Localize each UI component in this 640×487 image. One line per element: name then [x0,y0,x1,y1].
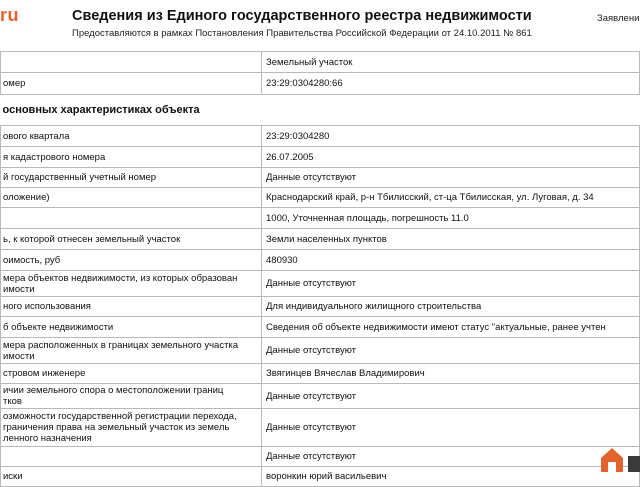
table-row [1,409,640,447]
row-value: 480930 [262,250,640,271]
row-key: б объекте недвижимости [1,317,262,338]
row-key: ичии земельного спора о местоположении границ тков [1,384,262,409]
house-logo-icon [598,444,640,474]
document-title: Сведения из Единого государственного реестра недвижимости [72,8,532,24]
row-key: мера объектов недвижимости, из которых образован имости [1,271,262,297]
row-value: 23:29:0304280:66 [262,73,640,95]
row-value: 23:29:0304280 [262,126,640,147]
row-value: Данные отсутствуют [262,338,640,364]
row-value: Данные отсутствуют [262,447,640,467]
row-key: стровом инженере [1,364,262,384]
table-row [1,208,640,229]
table-row [1,271,640,297]
document-subtitle: Предоставляются в рамках Постановления Правительства Российской Федерации от 24.10.2011 № 861 [72,28,532,39]
table-row [1,188,640,208]
row-key [1,208,262,229]
row-key: озможности государственной регистрации перехода, граничения права на земельный участок из земель ленного назначения [1,409,262,447]
application-label: Заявлени [597,13,640,24]
row-key: оимость, руб [1,250,262,271]
row-value: Сведения об объекте недвижимости имеют статус "актуальные, ранее учтен [262,317,640,338]
row-value: 1000, Уточненная площадь, погрешность 11.0 [262,208,640,229]
section-row [1,95,640,126]
row-value: воронкин юрий васильевич [262,467,640,487]
row-value: Земельный участок [262,52,640,73]
section-title: основных характеристиках объекта [1,95,640,126]
row-key [1,447,262,467]
row-value: Данные отсутствуют [262,384,640,409]
row-value: Земли населенных пунктов [262,229,640,250]
table-row [1,317,640,338]
row-key [1,52,262,73]
row-key: ь, к которой отнесен земельный участок [1,229,262,250]
row-key: й государственный учетный номер [1,168,262,188]
table-row [1,147,640,168]
property-info-table [0,51,640,487]
table-row [1,297,640,317]
row-key: мера расположенных в границах земельного участка имости [1,338,262,364]
row-value: Краснодарский край, р-н Тбилисский, ст-ца Тбилисская, ул. Луговая, д. 34 [262,188,640,208]
table-row [1,250,640,271]
row-value: Данные отсутствуют [262,168,640,188]
table-row [1,168,640,188]
row-key: ного использования [1,297,262,317]
row-value: Звягинцев Вячеслав Владимирович [262,364,640,384]
table-row [1,447,640,467]
site-logo[interactable]: ru [0,5,19,25]
table-row [1,229,640,250]
row-key: иски [1,467,262,487]
table-row [1,73,640,95]
row-value: Для индивидуального жилищного строительства [262,297,640,317]
table-row [1,364,640,384]
table-row [1,52,640,73]
row-key: оложение) [1,188,262,208]
row-key: омер [1,73,262,95]
row-key: ового квартала [1,126,262,147]
row-value: Данные отсутствуют [262,271,640,297]
table-row [1,467,640,487]
row-value: 26.07.2005 [262,147,640,168]
table-row [1,384,640,409]
table-row [1,126,640,147]
table-row [1,338,640,364]
row-key: я кадастрового номера [1,147,262,168]
document-header [0,0,640,50]
row-value: Данные отсутствуют [262,409,640,447]
